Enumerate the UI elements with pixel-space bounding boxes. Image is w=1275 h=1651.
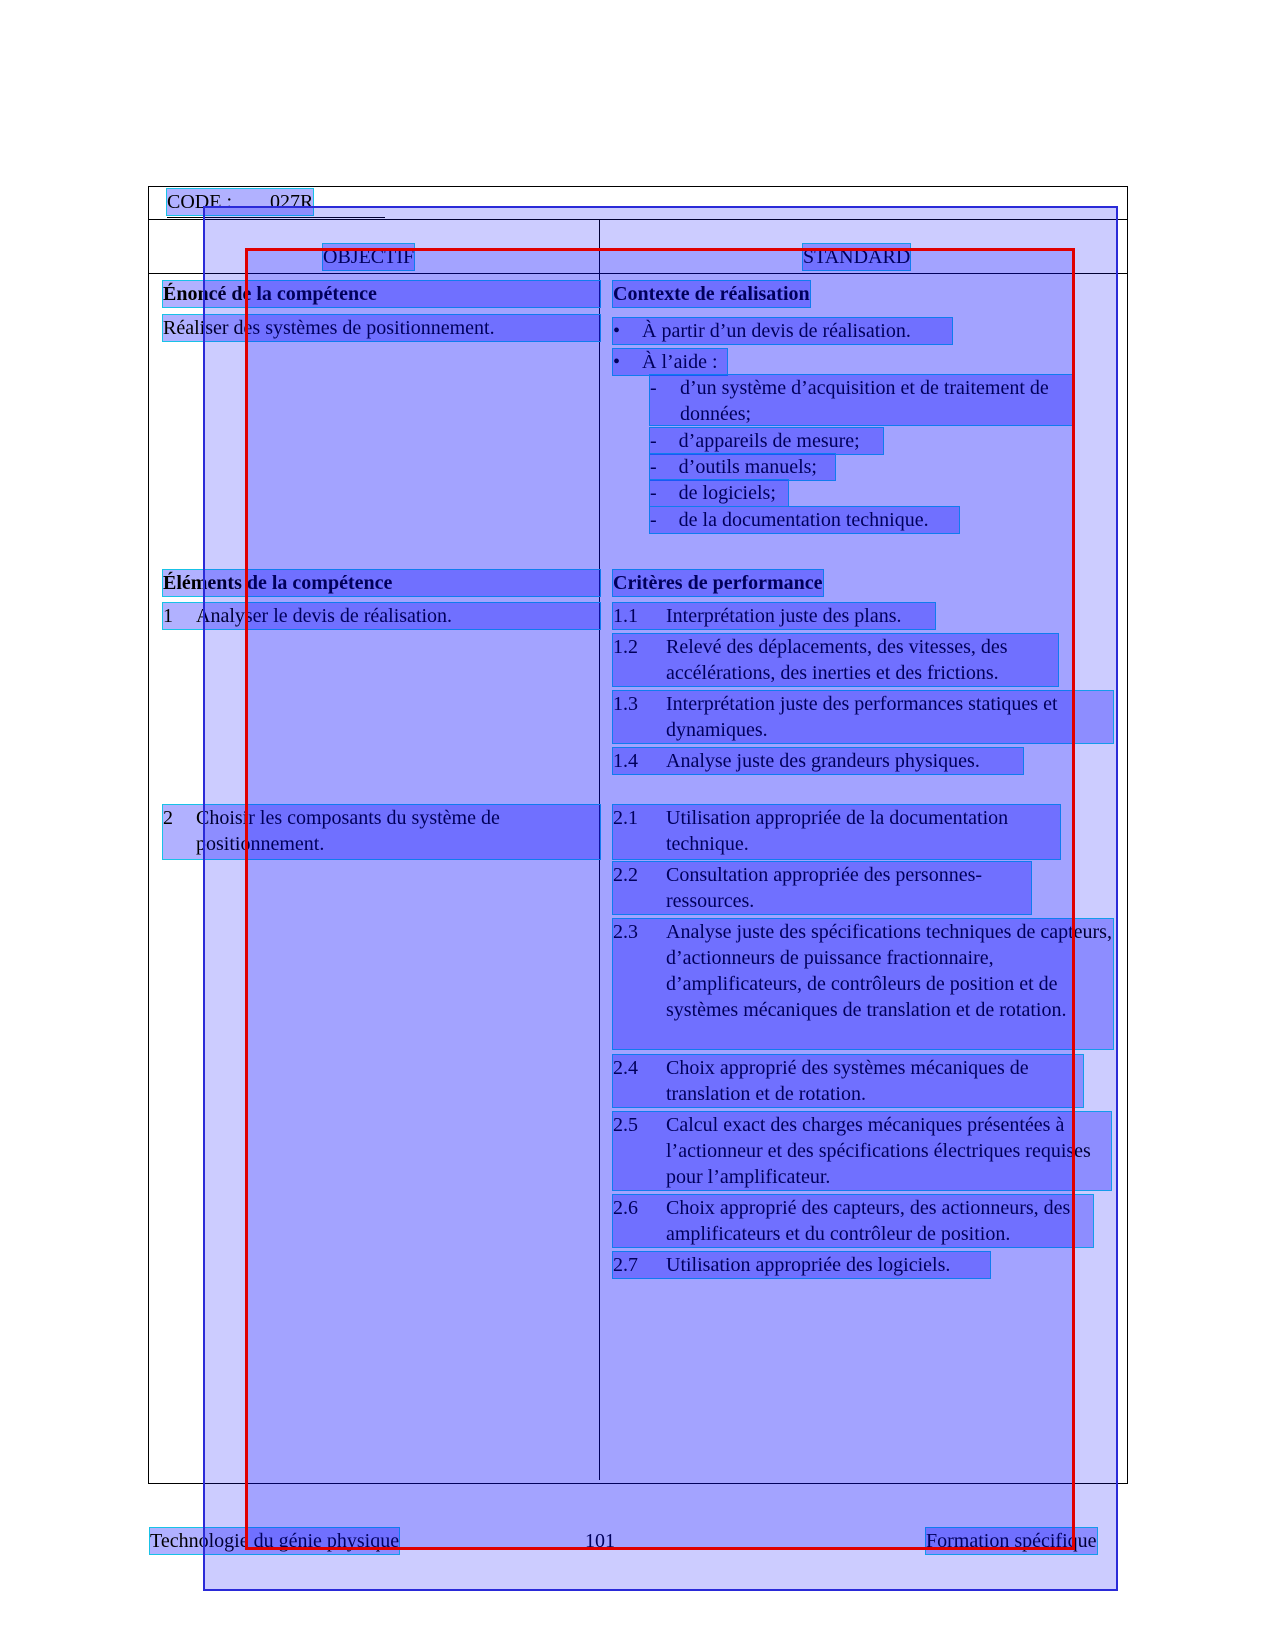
element-item: 2 Choisir les composants du système de positionnement.	[163, 805, 600, 859]
element-item: 1 Analyser le devis de réalisation.	[163, 603, 600, 629]
code-label: CODE :	[167, 191, 232, 213]
critere-item: 1.2 Relevé des déplacements, des vitesses, des accélérations, des inerties et des frictions.	[613, 634, 1058, 686]
critere-item: 2.7 Utilisation appropriée des logiciels.	[613, 1252, 990, 1278]
elements-heading: Éléments de la compétence	[163, 570, 600, 596]
code-value: 027R	[270, 191, 314, 213]
contexte-sub-item: - d’appareils de mesure;	[650, 428, 883, 454]
critere-item: 1.4 Analyse juste des grandeurs physiques.	[613, 748, 1023, 774]
critere-item: 2.4 Choix approprié des systèmes mécaniques de translation et de rotation.	[613, 1055, 1083, 1107]
contexte-bullet: • À partir d’un devis de réalisation.	[613, 318, 952, 344]
critere-item: 1.1 Interprétation juste des plans.	[613, 603, 935, 629]
layout-region-inner	[245, 248, 1075, 1550]
footer-right: Formation spécifique	[926, 1530, 1097, 1552]
critere-item: 2.5 Calcul exact des charges mécaniques présentées à l’actionneur et des spécifications électriques requises pour l’amplificateur.	[613, 1112, 1111, 1190]
criteres-heading: Critères de performance	[613, 572, 823, 594]
critere-item: 2.3 Analyse juste des spécifications techniques de capteurs, d’actionneurs de puissance fractionnaire, d’amplificateurs, de contrôleurs de position et de systèmes mécaniques de translation et de rotation.	[613, 919, 1113, 1049]
footer-left: Technologie du génie physique	[150, 1530, 400, 1552]
contexte-sub-item: - d’outils manuels;	[650, 454, 835, 480]
critere-item: 2.6 Choix approprié des capteurs, des actionneurs, des amplificateurs et du contrôleur de position.	[613, 1195, 1093, 1247]
contexte-sub-item: - d’un système d’acquisition et de traitement de données;	[650, 375, 1073, 425]
objectif-title: OBJECTIF	[323, 246, 415, 268]
enonce-text: Réaliser des systèmes de positionnement.	[163, 315, 600, 341]
contexte-sub-item: - de logiciels;	[650, 480, 788, 506]
contexte-sub-item: - de la documentation technique.	[650, 507, 959, 533]
contexte-bullet: • À l’aide :	[613, 349, 727, 375]
enonce-heading: Énoncé de la compétence	[163, 281, 600, 307]
contexte-heading: Contexte de réalisation	[613, 283, 810, 305]
critere-item: 1.3 Interprétation juste des performances statiques et dynamiques.	[613, 691, 1113, 743]
standard-title: STANDARD	[803, 246, 911, 268]
footer-page-number: 101	[585, 1530, 615, 1552]
critere-item: 2.1 Utilisation appropriée de la documentation technique.	[613, 805, 1060, 859]
critere-item: 2.2 Consultation appropriée des personnes-ressources.	[613, 862, 1031, 914]
